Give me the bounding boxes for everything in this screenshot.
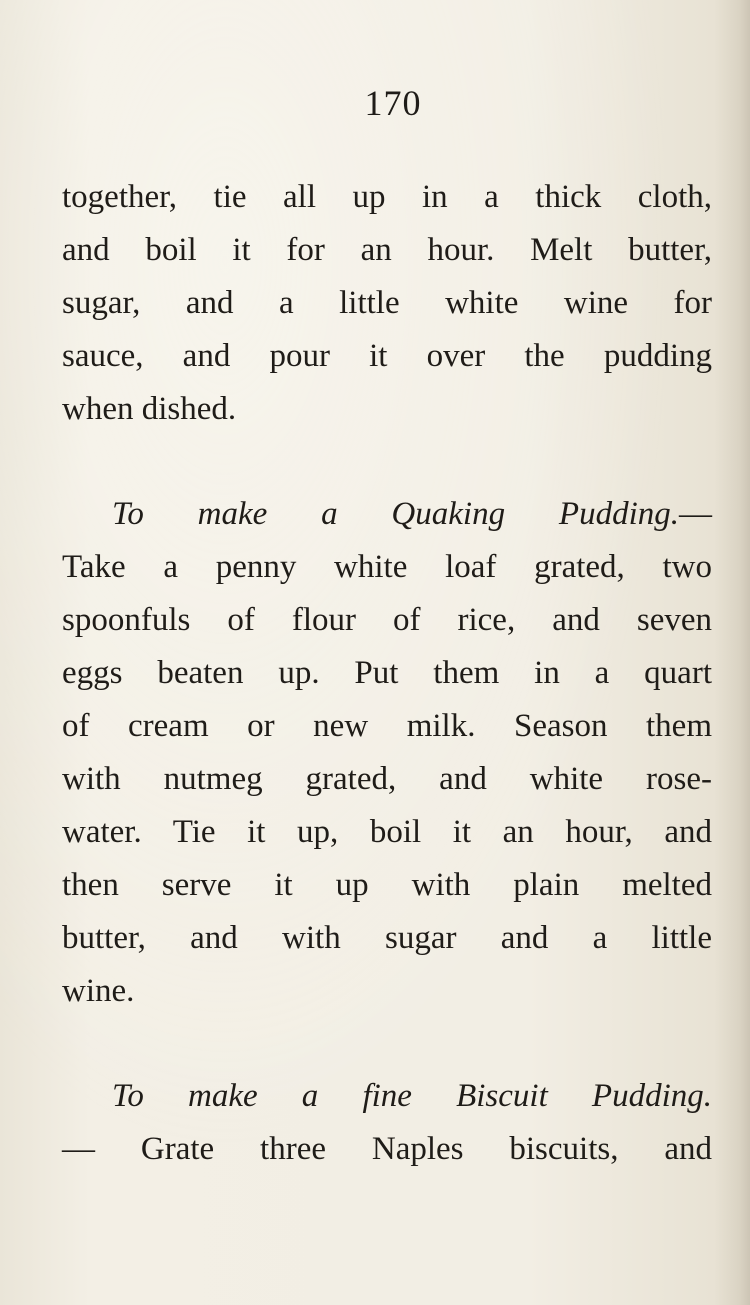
text-line: water. Tie it up, boil it an hour, and	[62, 814, 712, 850]
recipe-quaking-pudding	[62, 488, 712, 1018]
text-line: then serve it up with plain melted	[62, 867, 712, 903]
text-line: sauce, and pour it over the pudding	[62, 338, 712, 374]
recipe-biscuit-pudding	[62, 1070, 712, 1176]
text-line: Take a penny white loaf grated, two	[62, 549, 712, 585]
text-line: sugar, and a little white wine for	[62, 285, 712, 321]
text-line: — Grate three Naples biscuits, and	[62, 1131, 712, 1167]
page-edge-shadow	[714, 0, 750, 1305]
text-line: when dished.	[62, 391, 237, 427]
recipe-heading-line	[62, 488, 712, 541]
text-line: with nutmeg grated, and white rose-	[62, 761, 712, 797]
text-line: together, tie all up in a thick cloth,	[62, 179, 712, 215]
text-line: of cream or new milk. Season them	[62, 708, 712, 744]
text-line: butter, and with sugar and a little	[62, 920, 712, 956]
heading-dash: —	[679, 496, 712, 532]
text-line: spoonfuls of flour of rice, and seven	[62, 602, 712, 638]
paragraph-continued	[62, 171, 712, 436]
recipe-heading: To make a fine Biscuit Pudding.	[112, 1078, 712, 1114]
text-line: eggs beaten up. Put them in a quart	[62, 655, 712, 691]
text-line: and boil it for an hour. Melt butter,	[62, 232, 712, 268]
text-line: wine.	[62, 973, 135, 1009]
recipe-heading: To make a Quaking Pudding.	[112, 496, 679, 532]
recipe-heading-line	[62, 1070, 712, 1123]
page-number: 170	[364, 83, 422, 123]
